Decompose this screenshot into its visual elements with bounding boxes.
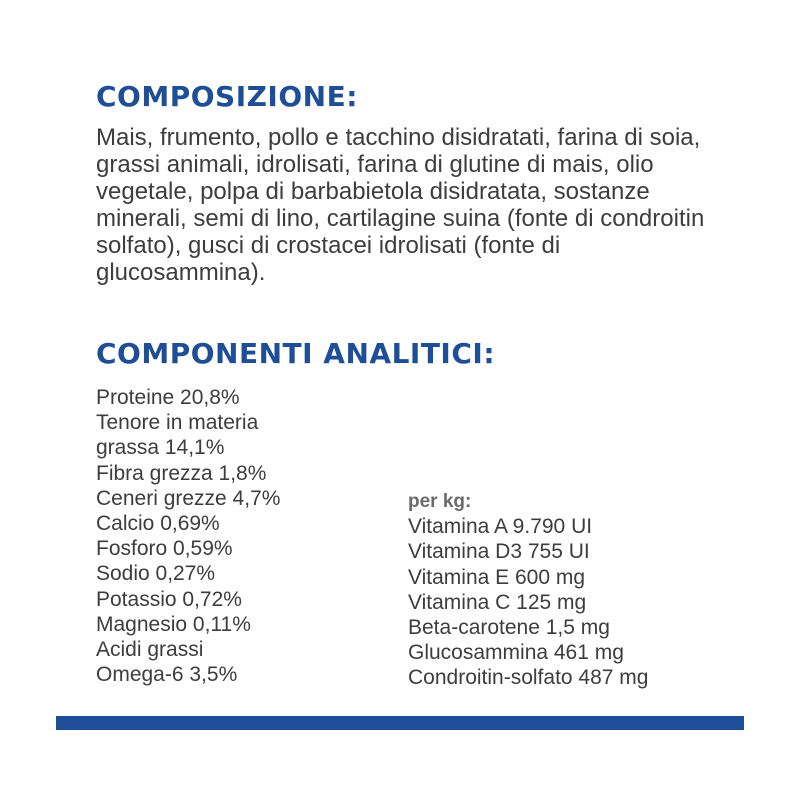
analytics-item: Fosforo 0,59% (96, 537, 233, 561)
vitamin-item: Beta-carotene 1,5 mg (408, 616, 610, 640)
composition-heading: COMPOSIZIONE: (96, 80, 358, 113)
vitamin-item: Vitamina A 9.790 UI (408, 515, 593, 539)
analytics-item: Fibra grezza 1,8% (96, 461, 267, 485)
vitamin-item: Vitamina E 600 mg (408, 565, 586, 589)
analytics-item: Calcio 0,69% (96, 512, 220, 536)
vitamin-item: Condroitin-solfato 487 mg (408, 666, 649, 690)
vitamins-label: per kg: (408, 491, 472, 512)
vitamin-item: Vitamina D3 755 UI (408, 540, 590, 564)
analytics-item: Tenore in materia (96, 411, 259, 435)
analytics-item: Potassio 0,72% (96, 587, 242, 611)
vitamin-item: Glucosammina 461 mg (408, 641, 624, 665)
vitamins-list (408, 514, 648, 690)
vitamin-item: Vitamina C 125 mg (408, 590, 587, 614)
analytics-item: Omega-6 3,5% (96, 663, 238, 687)
analytics-item: Sodio 0,27% (96, 562, 216, 586)
vitamins-block (408, 489, 648, 691)
analytics-item: Proteine 20,8% (96, 386, 240, 409)
analytics-item: Magnesio 0,11% (96, 612, 251, 636)
analytics-item: Ceneri grezze 4,7% (96, 486, 281, 510)
footer-accent-bar (56, 716, 744, 730)
analytics-heading: COMPONENTI ANALITICI: (96, 337, 496, 370)
composition-text: Mais, frumento, pollo e tacchino disidratati, farina di soia, grassi animali, idrolisati, farina di glutine di mais, olio vegetale, polpa di barbabietola disidratata, sostanze minerali, semi di lino, cartilagine suina (fonte di condroitin solfato), gusci di crostacei idrolisati (fonte di glucosammina). (96, 124, 705, 286)
analytics-list (96, 385, 280, 687)
analytics-item: Acidi grassi (96, 638, 204, 662)
analytics-item: grassa 14,1% (96, 436, 225, 460)
